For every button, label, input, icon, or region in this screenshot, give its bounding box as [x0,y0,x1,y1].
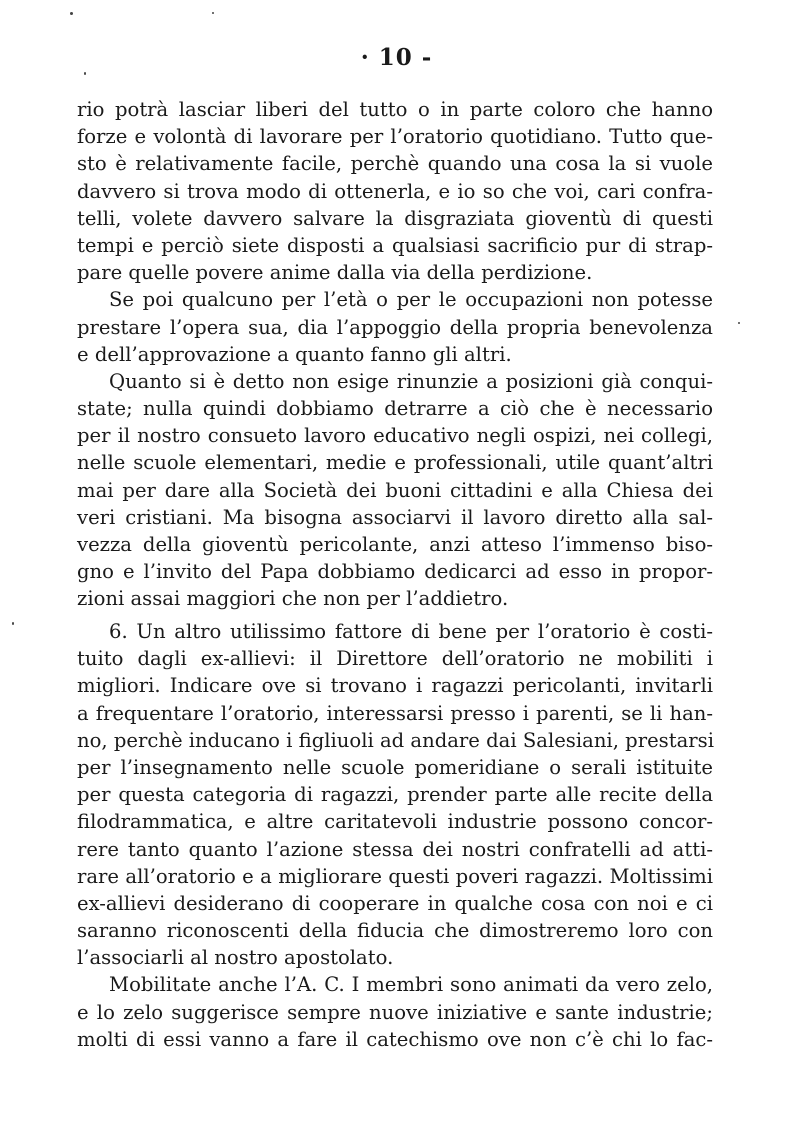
text-line: gno e l’invito del Papa dobbiamo dedicarci ad esso in propor- [77,560,713,584]
text-line: nelle scuole elementari, medie e professionali, utile quant’altri [77,451,713,475]
scan-speck [212,12,214,14]
text-line: Mobilitate anche l’A. C. I membri sono animati da vero zelo, [109,973,713,997]
text-line: veri cristiani. Ma bisogna associarvi il lavoro diretto alla sal- [77,505,713,529]
scan-speck [70,12,73,15]
text-line: mai per dare alla Società dei buoni cittadini e alla Chiesa dei [77,478,713,502]
text-line: rere tanto quanto l’azione stessa dei nostri confratelli ad atti- [77,837,713,861]
text-line: saranno riconoscenti della fiducia che dimostreremo loro con [77,919,713,943]
text-line: ex-allievi desiderano di cooperare in qualche cosa con noi e ci [77,891,713,915]
text-line: forze e volontà di lavorare per l’oratorio quotidiano. Tutto que- [77,125,713,149]
page-number: · 10 - [360,44,433,71]
text-line: molti di essi vanno a fare il catechismo ove non c’è chi lo fac- [77,1027,713,1051]
scan-speck [12,622,14,625]
scan-speck [738,322,740,324]
text-line: a frequentare l’oratorio, interessarsi presso i parenti, se li han- [77,701,713,725]
scan-speck [84,72,86,75]
text-line: per il nostro consueto lavoro educativo negli ospizi, nei collegi, [77,424,713,448]
text-line: Quanto si è detto non esige rinunzie a posizioni già conqui- [109,369,713,393]
text-line: zioni assai maggiori che non per l’addietro. [77,587,509,611]
text-line: sto è relativamente facile, perchè quando una cosa la si vuole [77,152,713,176]
text-line: davvero si trova modo di ottenerla, e io so che voi, cari confra- [77,179,713,203]
text-block-continuation [77,96,713,613]
text-line: Se poi qualcuno per l’età o per le occupazioni non potesse [109,288,713,312]
text-line: e lo zelo suggerisce sempre nuove iniziative e sante industrie; [77,1000,713,1024]
text-line: tuito dagli ex-allievi: il Direttore dell’oratorio ne mobiliti i [77,647,713,671]
text-line: no, perchè inducano i figliuoli ad andare dai Salesiani, prestarsi [77,728,714,752]
text-line: per questa categoria di ragazzi, prender parte alle recite della [77,783,713,807]
text-line: rare all’oratorio e a migliorare questi poveri ragazzi. Moltissimi [77,864,713,888]
text-line: rio potrà lasciar liberi del tutto o in parte coloro che hanno [77,98,713,121]
text-line: vezza della gioventù pericolante, anzi atteso l’immenso biso- [77,533,713,556]
text-line: migliori. Indicare ove si trovano i ragazzi pericolanti, invitarli [77,674,713,698]
text-line: pare quelle povere anime dalla via della perdizione. [77,261,593,285]
text-line: state; nulla quindi dobbiamo detrarre a ciò che è necessario [77,397,713,421]
text-line: e dell’approvazione a quanto fanno gli altri. [77,342,512,366]
text-line: l’associarli al nostro apostolato. [77,946,394,970]
text-line: filodrammatica, e altre caritatevoli industrie possono concor- [77,810,713,834]
text-line: 6. Un altro utilissimo fattore di bene per l’oratorio è costi- [109,620,713,643]
text-line: prestare l’opera sua, dia l’appoggio della propria benevolenza [77,315,713,339]
text-block-section-6 [77,618,713,1053]
text-line: tempi e perciò siete disposti a qualsiasi sacrificio pur di strap- [77,233,713,257]
text-line: per l’insegnamento nelle scuole pomeridiane o serali istituite [77,755,713,779]
text-line: telli, volete davvero salvare la disgraziata gioventù di questi [77,206,713,230]
